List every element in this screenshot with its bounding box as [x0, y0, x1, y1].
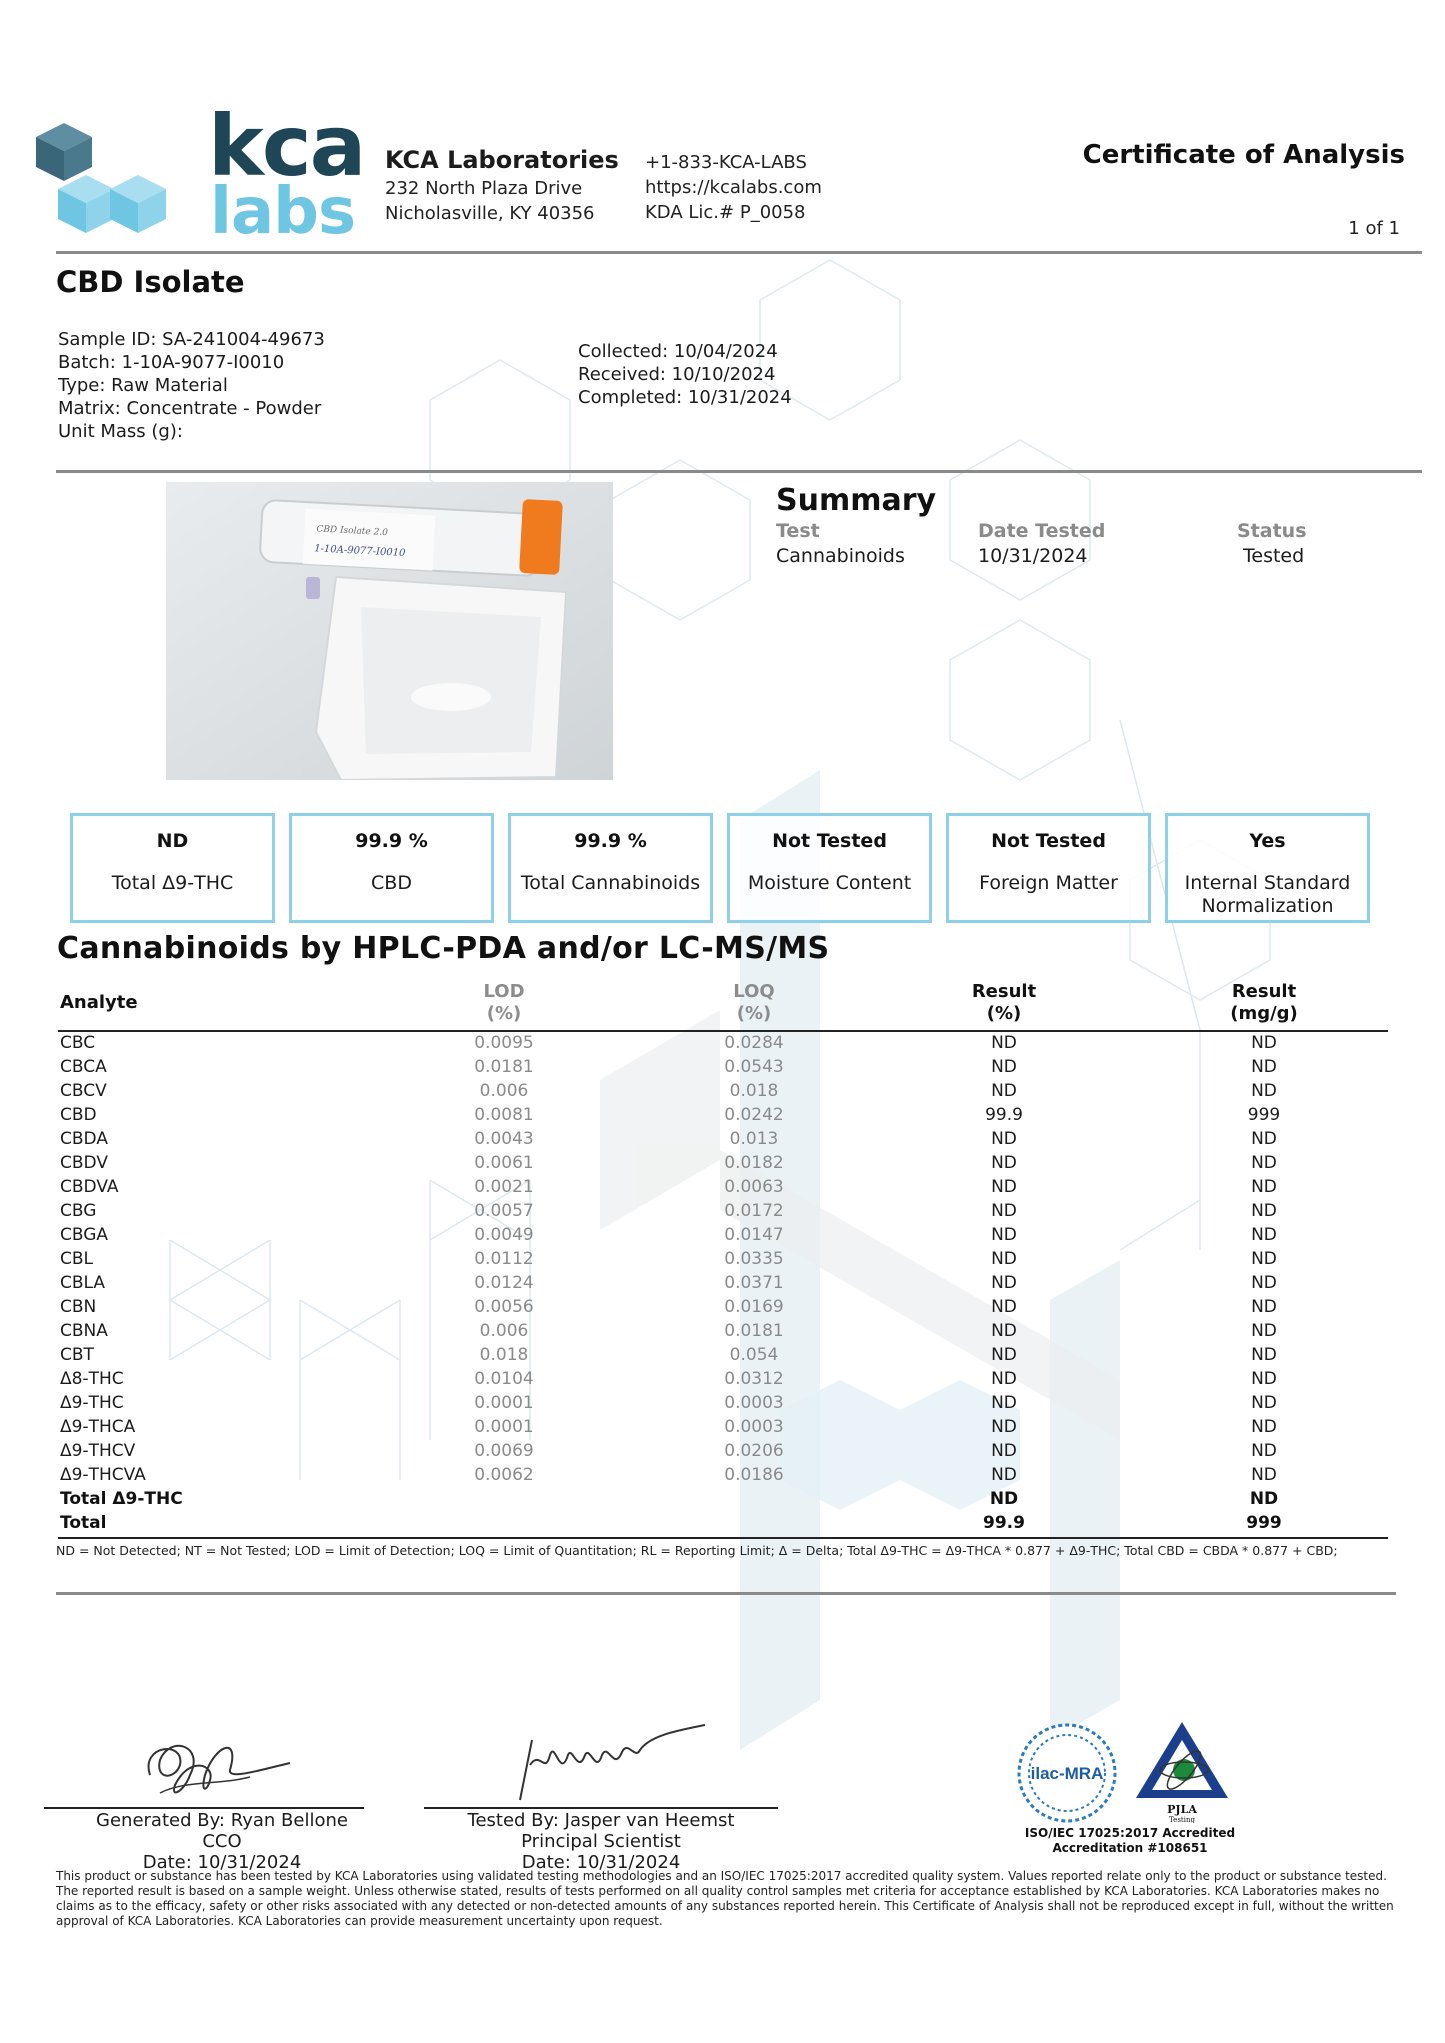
signature-line-1	[44, 1807, 364, 1809]
sample-info	[58, 328, 325, 443]
col-header-loq-unit: (%)	[736, 1003, 772, 1024]
loq-cell: 0.0206	[724, 1441, 784, 1461]
summary-box-normalization	[1165, 813, 1370, 923]
col-header-loq-label: LOQ	[733, 981, 775, 1002]
loq-cell: 0.0335	[724, 1249, 784, 1269]
table-row	[58, 1127, 1388, 1151]
logo-wordmark-kca: kca	[208, 97, 365, 195]
disclaimer: This product or substance has been tested by KCA Laboratories using validated testing methodologies and an ISO/IEC 17025:2017 accredited quality system. Values reported relate only to the product or substance tested. The reported result is based on a sample weight. Unless otherwise stated, results of tests performed on all quality control samples met criteria for acceptance established by KCA Laboratories. KCA Laboratories makes no claims as to the efficacy, safety or other risks associated with any detected or non-detected amounts of any substances reported herein. This Certificate of Analysis shall not be reproduced except in full, without the written approval of KCA Laboratories. KCA Laboratories can provide measurement uncertainty upon request.	[56, 1869, 1394, 1928]
lod-cell: 0.0081	[474, 1105, 534, 1125]
signature-block-2	[424, 1810, 778, 1873]
loq-cell: 0.0003	[724, 1417, 784, 1437]
summary-box-cbd	[289, 813, 494, 923]
result-pct-cell: ND	[991, 1081, 1017, 1101]
analyte-cell: Δ9-THCVA	[60, 1465, 146, 1485]
document-title: Certificate of Analysis	[1082, 140, 1405, 170]
lod-cell: 0.0124	[474, 1273, 534, 1293]
col-header-loq	[684, 981, 824, 1025]
loq-cell: 0.013	[729, 1129, 779, 1149]
table-row	[58, 1031, 1388, 1055]
result-pct-cell: ND	[991, 1369, 1017, 1389]
box-label: Foreign Matter	[979, 872, 1118, 894]
analyte-cell: CBGA	[60, 1225, 109, 1245]
analyte-cell: Δ9-THCV	[60, 1441, 136, 1461]
sample-dates	[578, 340, 792, 409]
summary-status: Tested	[1243, 545, 1305, 567]
result-mgg-cell: ND	[1251, 1417, 1277, 1437]
result-pct-cell: ND	[991, 1465, 1017, 1485]
pjla-logo	[1132, 1718, 1232, 1823]
table-total-row	[58, 1487, 1388, 1511]
col-header-lod-unit: (%)	[486, 1003, 522, 1024]
lod-cell: 0.006	[479, 1081, 529, 1101]
loq-cell: 0.0186	[724, 1465, 784, 1485]
col-header-analyte: Analyte	[60, 992, 138, 1013]
signer-date: Date: 10/31/2024	[142, 1852, 302, 1873]
lod-cell: 0.0069	[474, 1441, 534, 1461]
signature-jasper-van-heemst	[510, 1720, 710, 1810]
box-label: CBD	[371, 872, 412, 894]
summary-head-status: Status	[1237, 520, 1307, 542]
accreditation-text	[1010, 1826, 1250, 1856]
table-total-row	[58, 1511, 1388, 1535]
sample-photo	[166, 482, 613, 780]
signer-date: Date: 10/31/2024	[521, 1852, 681, 1873]
box-value: Yes	[1249, 830, 1286, 852]
result-mgg-cell: ND	[1251, 1033, 1277, 1053]
result-pct-cell: ND	[991, 1393, 1017, 1413]
accreditation-number: Accreditation #108651	[1052, 1841, 1208, 1855]
summary-box-foreign-matter	[946, 813, 1151, 923]
result-mgg-cell: ND	[1251, 1225, 1277, 1245]
sample-photo-illustration	[166, 482, 613, 780]
col-header-lod-label: LOD	[483, 981, 525, 1002]
lod-cell: 0.0104	[474, 1369, 534, 1389]
ilac-text: ilac-MRA	[1030, 1764, 1104, 1783]
box-value: Not Tested	[991, 830, 1106, 852]
analyte-cell: Δ9-THCA	[60, 1417, 136, 1437]
table-row	[58, 1463, 1388, 1487]
table-row	[58, 1199, 1388, 1223]
result-pct-cell: 99.9	[983, 1513, 1025, 1533]
info-divider	[56, 470, 1422, 473]
table-footnote: ND = Not Detected; NT = Not Tested; LOD = Limit of Detection; LOQ = Limit of Quantitation; RL = Reporting Limit; Δ = Delta; Total Δ9-THC = Δ9-THCA * 0.877 + Δ9-THC; Total CBD = CBDA * 0.877 + CBD;	[56, 1543, 1338, 1558]
analyte-cell: CBG	[60, 1201, 97, 1221]
unit-mass: Unit Mass (g):	[58, 421, 183, 442]
received-date: Received: 10/10/2024	[578, 364, 776, 385]
result-mgg-cell: 999	[1247, 1105, 1281, 1125]
logo-wordmark-labs: labs	[210, 175, 356, 249]
summary-head-test: Test	[776, 520, 820, 542]
result-mgg-cell: ND	[1251, 1201, 1277, 1221]
signature-block-1	[44, 1810, 400, 1873]
pjla-text: PJLA	[1167, 1803, 1197, 1816]
box-value: ND	[156, 830, 189, 852]
lod-cell: 0.0057	[474, 1201, 534, 1221]
table-row	[58, 1055, 1388, 1079]
loq-cell: 0.0312	[724, 1369, 784, 1389]
lod-cell: 0.0112	[474, 1249, 534, 1269]
result-mgg-cell: ND	[1251, 1249, 1277, 1269]
loq-cell: 0.0284	[724, 1033, 784, 1053]
result-pct-cell: ND	[991, 1345, 1017, 1365]
table-bottom-rule	[58, 1537, 1388, 1539]
lab-address-line2: Nicholasville, KY 40356	[385, 203, 595, 224]
loq-cell: 0.018	[729, 1081, 779, 1101]
analyte-cell: CBCA	[60, 1057, 107, 1077]
analyte-cell: CBNA	[60, 1321, 108, 1341]
table-row	[58, 1415, 1388, 1439]
result-pct-cell: ND	[991, 1441, 1017, 1461]
collected-date: Collected: 10/04/2024	[578, 341, 778, 362]
sample-matrix: Matrix: Concentrate - Powder	[58, 398, 322, 419]
result-mgg-cell: ND	[1251, 1393, 1277, 1413]
sample-type: Type: Raw Material	[58, 375, 228, 396]
result-pct-cell: 99.9	[985, 1105, 1023, 1125]
analyte-cell: Δ8-THC	[60, 1369, 124, 1389]
summary-title: Summary	[776, 483, 937, 518]
col-header-result-mgg-label: Result	[1231, 981, 1297, 1002]
analyte-cell: CBN	[60, 1297, 97, 1317]
result-pct-cell: ND	[991, 1297, 1017, 1317]
lod-cell: 0.0061	[474, 1153, 534, 1173]
product-name: CBD Isolate	[56, 265, 245, 299]
result-pct-cell: ND	[991, 1273, 1017, 1293]
result-mgg-cell: ND	[1251, 1369, 1277, 1389]
lod-cell: 0.0021	[474, 1177, 534, 1197]
loq-cell: 0.0371	[724, 1273, 784, 1293]
tube-label-line2: 1-10A-9077-I0010	[313, 543, 406, 560]
loq-cell: 0.0181	[724, 1321, 784, 1341]
result-mgg-cell: ND	[1251, 1129, 1277, 1149]
ilac-mra-logo	[1016, 1722, 1118, 1824]
result-mgg-cell: ND	[1251, 1321, 1277, 1341]
result-mgg-cell: ND	[1249, 1489, 1279, 1509]
box-value: Not Tested	[772, 830, 887, 852]
loq-cell: 0.0003	[724, 1393, 784, 1413]
summary-box-total-d9-thc	[70, 813, 275, 923]
box-label: Total Cannabinoids	[520, 872, 701, 894]
summary-test: Cannabinoids	[776, 545, 905, 567]
iso-accreditation: ISO/IEC 17025:2017 Accredited	[1024, 1826, 1236, 1840]
result-pct-cell: ND	[991, 1177, 1017, 1197]
table-row	[58, 1223, 1388, 1247]
result-pct-cell: ND	[991, 1057, 1017, 1077]
lab-license: KDA Lic.# P_0058	[645, 202, 806, 223]
analyte-cell: CBT	[60, 1345, 94, 1365]
col-header-result-mgg	[1194, 981, 1334, 1025]
lod-cell: 0.018	[479, 1345, 529, 1365]
signature-line-2	[424, 1807, 778, 1809]
batch: Batch: 1-10A-9077-I0010	[58, 352, 285, 373]
loq-cell: 0.0147	[724, 1225, 784, 1245]
table-row	[58, 1319, 1388, 1343]
completed-date: Completed: 10/31/2024	[578, 387, 792, 408]
box-label: Moisture Content	[747, 872, 912, 894]
result-mgg-cell: ND	[1251, 1297, 1277, 1317]
col-header-result-pct	[934, 981, 1074, 1025]
box-label: Total Δ9-THC	[111, 872, 234, 894]
summary-box-moisture	[727, 813, 932, 923]
result-pct-cell: ND	[991, 1249, 1017, 1269]
lod-cell: 0.0001	[474, 1417, 534, 1437]
lod-cell: 0.0056	[474, 1297, 534, 1317]
result-mgg-cell: ND	[1251, 1273, 1277, 1293]
signer-title: Principal Scientist	[521, 1831, 681, 1852]
analyte-cell: Total	[60, 1513, 107, 1533]
sample-id: Sample ID: SA-241004-49673	[58, 329, 325, 350]
result-mgg-cell: 999	[1246, 1513, 1282, 1533]
lod-cell: 0.0095	[474, 1033, 534, 1053]
analyte-cell: CBDA	[60, 1129, 108, 1149]
result-pct-cell: ND	[991, 1321, 1017, 1341]
analyte-cell: CBL	[60, 1249, 94, 1269]
table-row	[58, 1175, 1388, 1199]
analyte-cell: CBC	[60, 1033, 96, 1053]
table-row	[58, 1391, 1388, 1415]
table-row	[58, 1247, 1388, 1271]
table-row	[58, 1295, 1388, 1319]
loq-cell: 0.0063	[724, 1177, 784, 1197]
analyte-cell: CBD	[60, 1105, 97, 1125]
table-row	[58, 1439, 1388, 1463]
table-row	[58, 1151, 1388, 1175]
result-pct-cell: ND	[989, 1489, 1019, 1509]
result-pct-cell: ND	[991, 1225, 1017, 1245]
result-mgg-cell: ND	[1251, 1177, 1277, 1197]
loq-cell: 0.054	[729, 1345, 779, 1365]
result-pct-cell: ND	[991, 1153, 1017, 1173]
pjla-testing-text: Testing	[1169, 1816, 1195, 1823]
kca-logo-cubes	[34, 118, 194, 248]
loq-cell: 0.0169	[724, 1297, 784, 1317]
result-pct-cell: ND	[991, 1129, 1017, 1149]
box-value: 99.9 %	[355, 830, 428, 852]
lod-cell: 0.0181	[474, 1057, 534, 1077]
col-header-result-pct-label: Result	[971, 981, 1037, 1002]
result-mgg-cell: ND	[1251, 1345, 1277, 1365]
table-row	[58, 1079, 1388, 1103]
loq-cell: 0.0182	[724, 1153, 784, 1173]
lod-cell: 0.0049	[474, 1225, 534, 1245]
result-pct-cell: ND	[991, 1201, 1017, 1221]
loq-cell: 0.0242	[724, 1105, 784, 1125]
lab-name: KCA Laboratories	[385, 146, 619, 174]
summary-head-date: Date Tested	[978, 520, 1106, 542]
result-mgg-cell: ND	[1251, 1465, 1277, 1485]
lab-phone: +1-833-KCA-LABS	[645, 152, 807, 173]
signer-name: Tested By: Jasper van Heemst	[467, 1810, 735, 1831]
table-row	[58, 1367, 1388, 1391]
analyte-cell: CBLA	[60, 1273, 106, 1293]
lab-address-line1: 232 North Plaza Drive	[385, 178, 583, 199]
loq-cell: 0.0172	[724, 1201, 784, 1221]
result-mgg-cell: ND	[1251, 1057, 1277, 1077]
analyte-cell: CBDV	[60, 1153, 108, 1173]
lab-website-link[interactable]: https://kcalabs.com	[645, 177, 822, 198]
lod-cell: 0.0062	[474, 1465, 534, 1485]
table-row	[58, 1271, 1388, 1295]
box-value: 99.9 %	[574, 830, 647, 852]
col-header-lod	[434, 981, 574, 1025]
cannabinoids-section-title: Cannabinoids by HPLC-PDA and/or LC-MS/MS	[57, 931, 830, 966]
loq-cell: 0.0543	[724, 1057, 784, 1077]
tube-label-line1: CBD Isolate 2.0	[316, 524, 389, 539]
result-pct-cell: ND	[991, 1417, 1017, 1437]
signature-ryan-bellone	[130, 1715, 310, 1815]
col-header-result-pct-unit: (%)	[986, 1003, 1022, 1024]
lod-cell: 0.006	[479, 1321, 529, 1341]
result-mgg-cell: ND	[1251, 1153, 1277, 1173]
summary-box-total-cannabinoids	[508, 813, 713, 923]
footnote-divider	[56, 1592, 1396, 1595]
analyte-cell: CBCV	[60, 1081, 107, 1101]
analyte-cell: Δ9-THC	[60, 1393, 124, 1413]
analyte-cell: Total Δ9-THC	[60, 1489, 183, 1509]
col-header-result-mgg-unit: (mg/g)	[1230, 1003, 1298, 1024]
signer-title: CCO	[202, 1831, 242, 1852]
lod-cell: 0.0043	[474, 1129, 534, 1149]
page-number: 1 of 1	[1348, 218, 1400, 239]
analyte-cell: CBDVA	[60, 1177, 119, 1197]
signer-name: Generated By: Ryan Bellone	[96, 1810, 348, 1831]
box-label: Internal Standard Normalization	[1184, 872, 1351, 917]
header-divider	[56, 251, 1422, 254]
result-mgg-cell: ND	[1251, 1441, 1277, 1461]
summary-date: 10/31/2024	[978, 545, 1088, 567]
result-mgg-cell: ND	[1251, 1081, 1277, 1101]
result-pct-cell: ND	[991, 1033, 1017, 1053]
table-row	[58, 1343, 1388, 1367]
table-row	[58, 1103, 1388, 1127]
lod-cell: 0.0001	[474, 1393, 534, 1413]
